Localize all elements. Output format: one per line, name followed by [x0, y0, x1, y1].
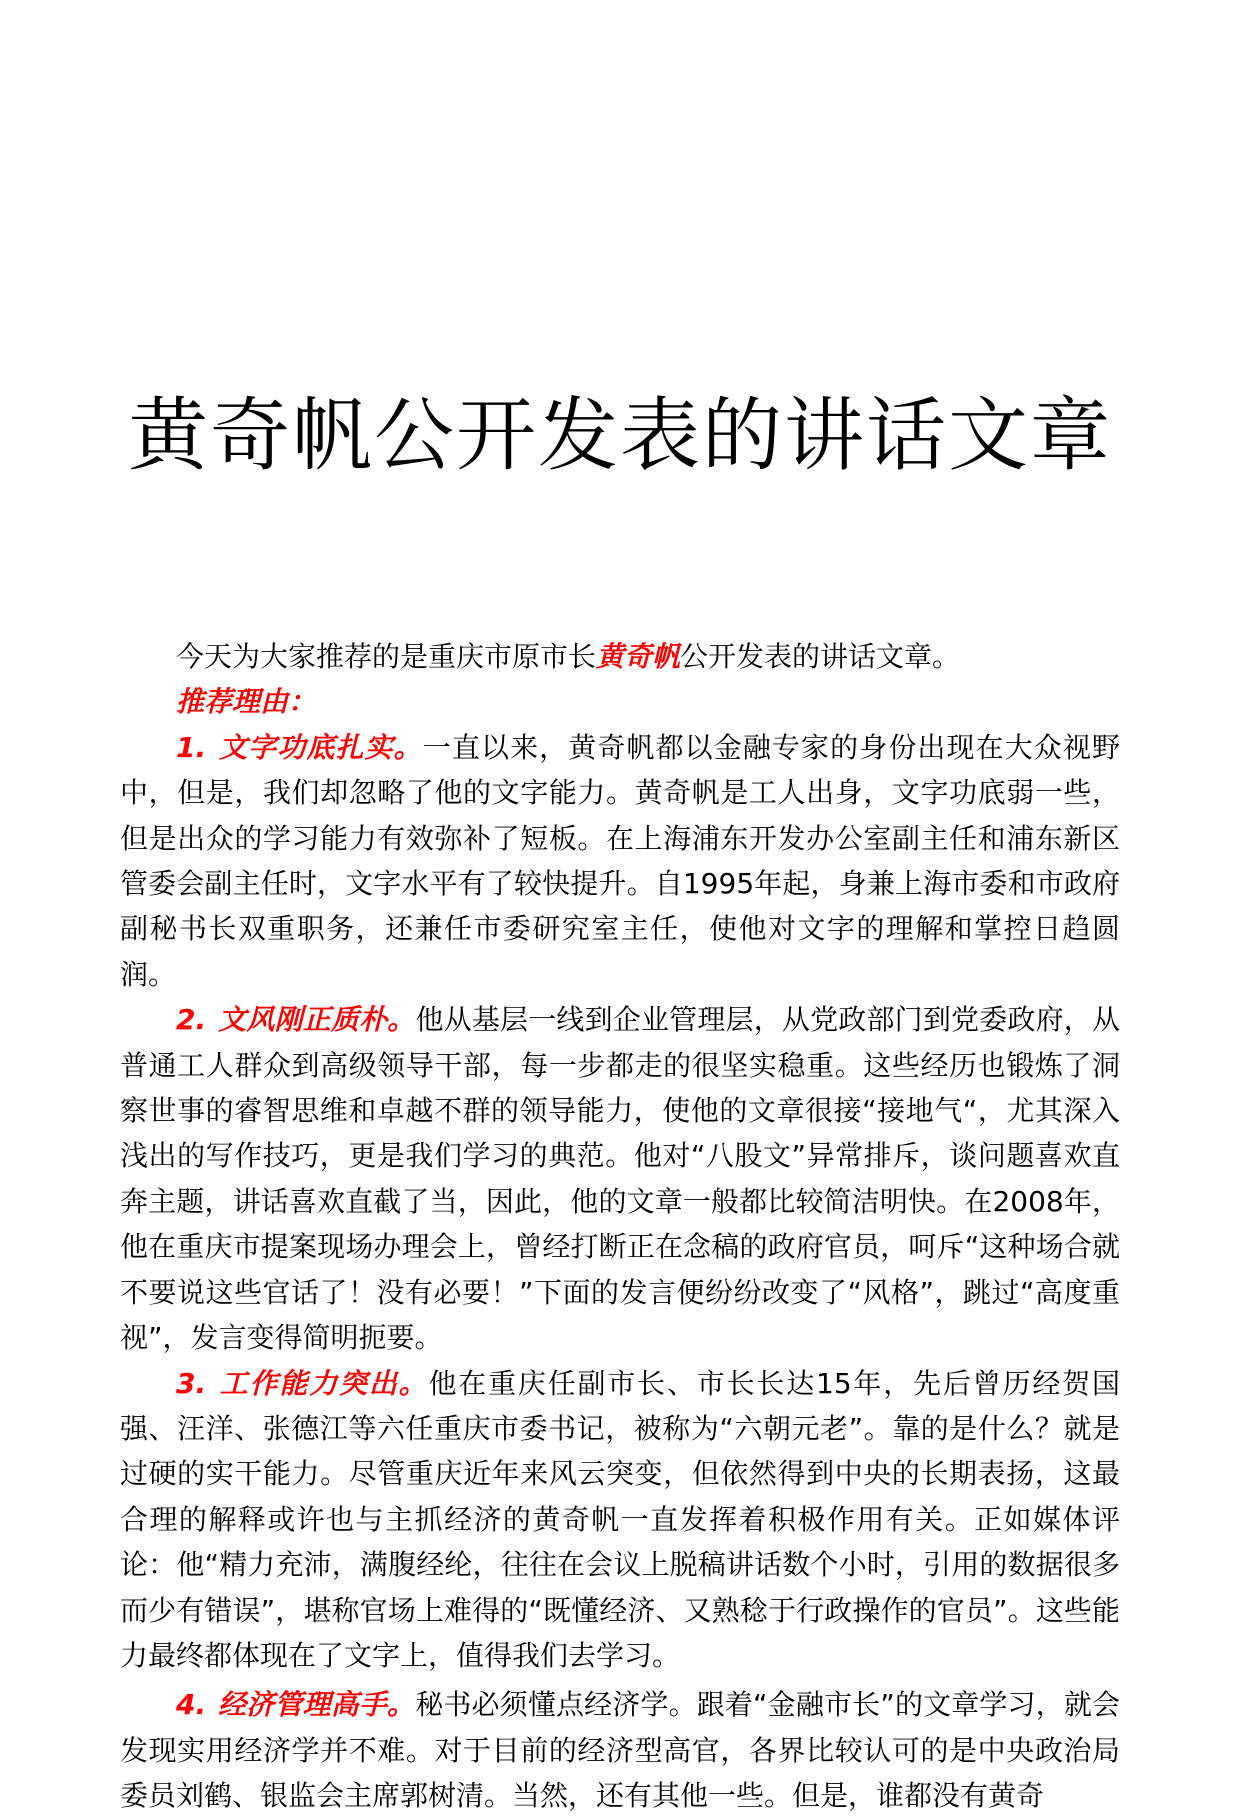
reason-number: 1.: [176, 730, 207, 764]
document-body: [120, 634, 1120, 1819]
document-title: 黄奇帆公开发表的讲话文章: [128, 389, 1112, 482]
intro-text-after: 公开发表的讲话文章。: [680, 640, 961, 673]
reason-item-4: [120, 1682, 1120, 1818]
reason-item-1: [120, 725, 1120, 997]
reason-text: 秘书必须懂点经济学。跟着“金融市长”的文章学习，就会发现实用经济学并不难。对于目前的经济型高官，各界比较认可的是中央政治局委员刘鹤、银监会主席郭树清。当然，还有其他一些。但是，谁都没有黄奇: [120, 1688, 1120, 1813]
reason-number: 3.: [176, 1366, 207, 1400]
reason-number: 2.: [176, 1003, 207, 1037]
reason-heading: 文字功底扎实。: [218, 730, 423, 764]
intro-paragraph: [120, 634, 1120, 679]
reason-text: 他在重庆任副市长、市长长达15年，先后曾历经贺国强、汪洋、张德江等六任重庆市委书记，被称为“六朝元老”。靠的是什么？就是过硬的实干能力。尽管重庆近年来风云突变，但依然得到中央的长期表扬，这最合理的解释或许也与主抓经济的黄奇帆一直发挥着积极作用有关。正如媒体评论：他“精力充沛，满腹经纶，往往在会议上脱稿讲话数个小时，引用的数据很多而少有错误”，堪称官场上难得的“既懂经济、又熟稔于行政操作的官员”。这些能力最终都体现在了文字上，值得我们去学习。: [120, 1366, 1120, 1672]
reason-number: 4.: [176, 1688, 207, 1722]
intro-name-highlight: 黄奇帆: [596, 640, 681, 673]
reason-heading: 经济管理高手。: [218, 1688, 416, 1722]
reasons-heading: 推荐理由：: [176, 685, 317, 719]
reason-heading: 文风刚正质朴。: [218, 1003, 416, 1037]
reason-text: 他从基层一线到企业管理层，从党政部门到党委政府，从普通工人群众到高级领导干部，每一步都走的很坚实稳重。这些经历也锻炼了洞察世事的睿智思维和卓越不群的领导能力，使他的文章很接“接地气“，尤其深入浅出的写作技巧，更是我们学习的典范。他对“八股文”异常排斥，谈问题喜欢直奔主题，讲话喜欢直截了当，因此，他的文章一般都比较简洁明快。在2008年，他在重庆市提案现场办理会上，曾经打断正在念稿的政府官员，呵斥“这种场合就不要说这些官话了！没有必要！”下面的发言便纷纷改变了“风格”，跳过“高度重视”，发言变得简明扼要。: [120, 1003, 1120, 1355]
reason-item-3: [120, 1361, 1120, 1679]
reason-heading: 工作能力突出。: [218, 1366, 429, 1400]
intro-text-before: 今天为大家推荐的是重庆市原市长: [176, 640, 597, 673]
reason-text: 一直以来，黄奇帆都以金融专家的身份出现在大众视野中，但是，我们却忽略了他的文字能力。黄奇帆是工人出身，文字功底弱一些，但是出众的学习能力有效弥补了短板。在上海浦东开发办公室副主任和浦东新区管委会副主任时，文字水平有了较快提升。自1995年起，身兼上海市委和市政府副秘书长双重职务，还兼任市委研究室主任，使他对文字的理解和掌控日趋圆润。: [120, 730, 1120, 991]
reason-item-2: [120, 997, 1120, 1360]
